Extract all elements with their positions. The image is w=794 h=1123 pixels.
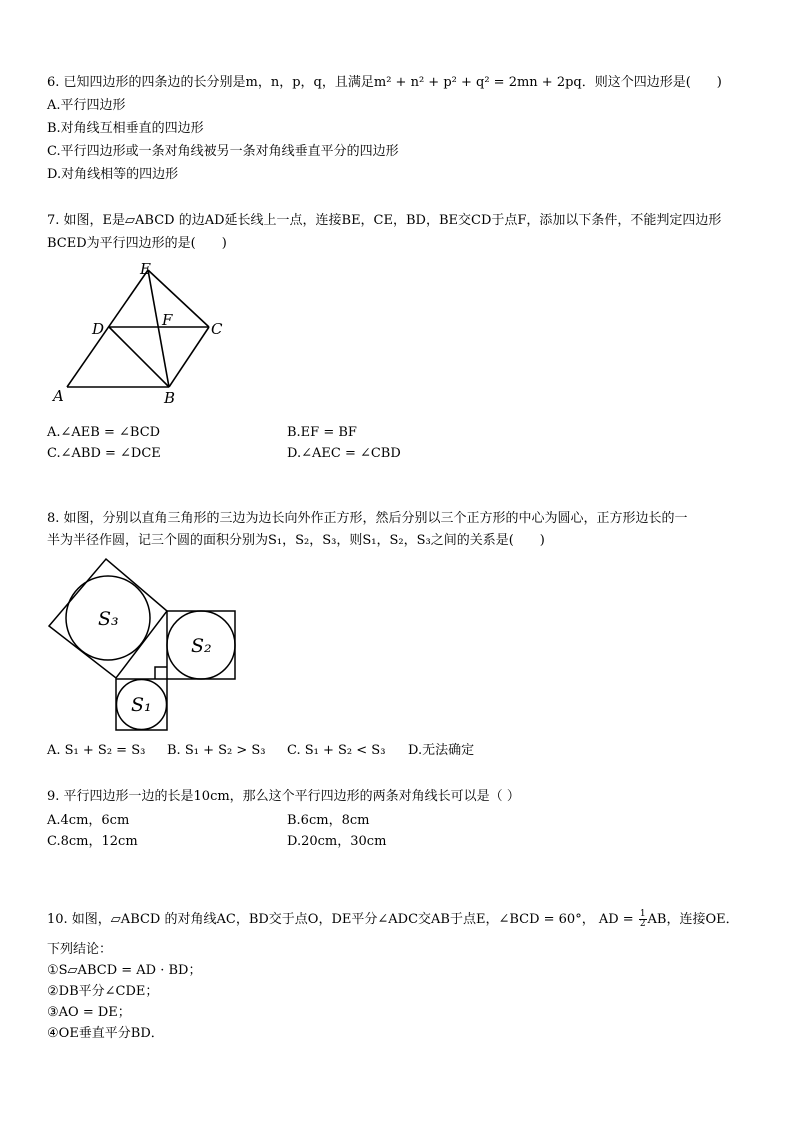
q10-item-2 bbox=[47, 983, 158, 1001]
q10-fraction-den: 2 bbox=[639, 919, 646, 929]
q7-option-a: A.∠AEB = ∠BCD bbox=[47, 425, 161, 440]
label-s2: S₂ bbox=[191, 635, 212, 657]
label-d: D bbox=[92, 320, 105, 338]
q10-intro: 下列结论： bbox=[47, 942, 113, 957]
right-angle-mark bbox=[155, 667, 167, 679]
q7-option-d: D.∠AEC = ∠CBD bbox=[287, 446, 401, 461]
q10-item-4-num: ④ bbox=[47, 1026, 59, 1041]
q6-option-a: A.平行四边形 bbox=[47, 98, 126, 113]
q9-option-c: C.8cm，12cm bbox=[47, 834, 138, 849]
label-s1: S₁ bbox=[131, 694, 152, 716]
q7-option-c: C.∠ABD = ∠DCE bbox=[47, 446, 161, 461]
q8-option-c: C. S₁ + S₂ < S₃ bbox=[287, 743, 386, 758]
label-e: E bbox=[140, 260, 151, 278]
q8-figure bbox=[45, 555, 245, 735]
q10-item-2-text: DB平分∠CDE； bbox=[58, 984, 159, 999]
q6-option-b: B.对角线互相垂直的四边形 bbox=[47, 121, 204, 136]
q10-stem-b: AB，连接OE． bbox=[647, 912, 739, 927]
seg-bc bbox=[169, 327, 209, 387]
label-f: F bbox=[162, 311, 173, 329]
q9-option-a: A.4cm，6cm bbox=[47, 813, 130, 828]
q10-item-3-text: AO = DE； bbox=[58, 1005, 131, 1020]
q10-stem bbox=[47, 910, 739, 929]
q9-option-b: B.6cm，8cm bbox=[287, 813, 370, 828]
q9-option-d: D.20cm，30cm bbox=[287, 834, 387, 849]
q7-figure bbox=[48, 258, 238, 408]
label-c: C bbox=[211, 320, 223, 338]
q6-stem: 6. 已知四边形的四条边的长分别是m，n，p，q，且满足m² + n² + p² + q² = 2mn + 2pq．则这个四边形是( ) bbox=[47, 75, 722, 90]
q6-option-c: C.平行四边形或一条对角线被另一条对角线垂直平分的四边形 bbox=[47, 144, 399, 159]
q7-option-b: B.EF = BF bbox=[287, 425, 357, 440]
q10-item-1-num: ① bbox=[47, 963, 59, 978]
label-s3: S₃ bbox=[98, 608, 119, 630]
q7-stem-line2: BCED为平行四边形的是( ) bbox=[47, 236, 227, 251]
label-b: B bbox=[164, 389, 176, 407]
q8-stem-line1: 8. 如图，分别以直角三角形的三边为边长向外作正方形，然后分别以三个正方形的中心为圆心，正方形边长的一 bbox=[47, 511, 688, 526]
q9-stem: 9. 平行四边形一边的长是10cm，那么这个平行四边形的两条对角线长可以是（ ） bbox=[47, 789, 520, 804]
q8-option-d: D.无法确定 bbox=[408, 743, 475, 758]
q10-item-4 bbox=[47, 1025, 164, 1043]
q10-stem-a: 10. 如图，▱ABCD 的对角线AC，BD交于点O，DE平分∠ADC交AB于点E，∠BCD = 60°， AD = bbox=[47, 912, 638, 927]
q8-stem-line2: 半为半径作圆，记三个圆的面积分别为S₁，S₂，S₃，则S₁，S₂，S₃之间的关系是( ) bbox=[47, 533, 545, 548]
q10-item-1-text: S▱ABCD = AD · BD； bbox=[58, 963, 202, 978]
q10-item-1 bbox=[47, 962, 201, 980]
label-a: A bbox=[53, 387, 64, 405]
q8-option-a: A. S₁ + S₂ = S₃ bbox=[47, 743, 146, 758]
seg-ae bbox=[67, 270, 148, 387]
q10-item-3-num: ③ bbox=[47, 1005, 59, 1020]
q10-item-2-num: ② bbox=[47, 984, 59, 999]
q7-stem-line1: 7. 如图，E是▱ABCD 的边AD延长线上一点，连接BE，CE，BD，BE交CD于点F，添加以下条件，不能判定四边形 bbox=[47, 213, 722, 228]
q10-item-3 bbox=[47, 1004, 131, 1022]
q8-option-b: B. S₁ + S₂ > S₃ bbox=[167, 743, 266, 758]
q6-option-d: D.对角线相等的四边形 bbox=[47, 167, 179, 182]
q10-fraction-num: 1 bbox=[639, 909, 646, 919]
q10-item-4-text: OE垂直平分BD． bbox=[58, 1026, 164, 1041]
q10-fraction bbox=[639, 910, 647, 929]
